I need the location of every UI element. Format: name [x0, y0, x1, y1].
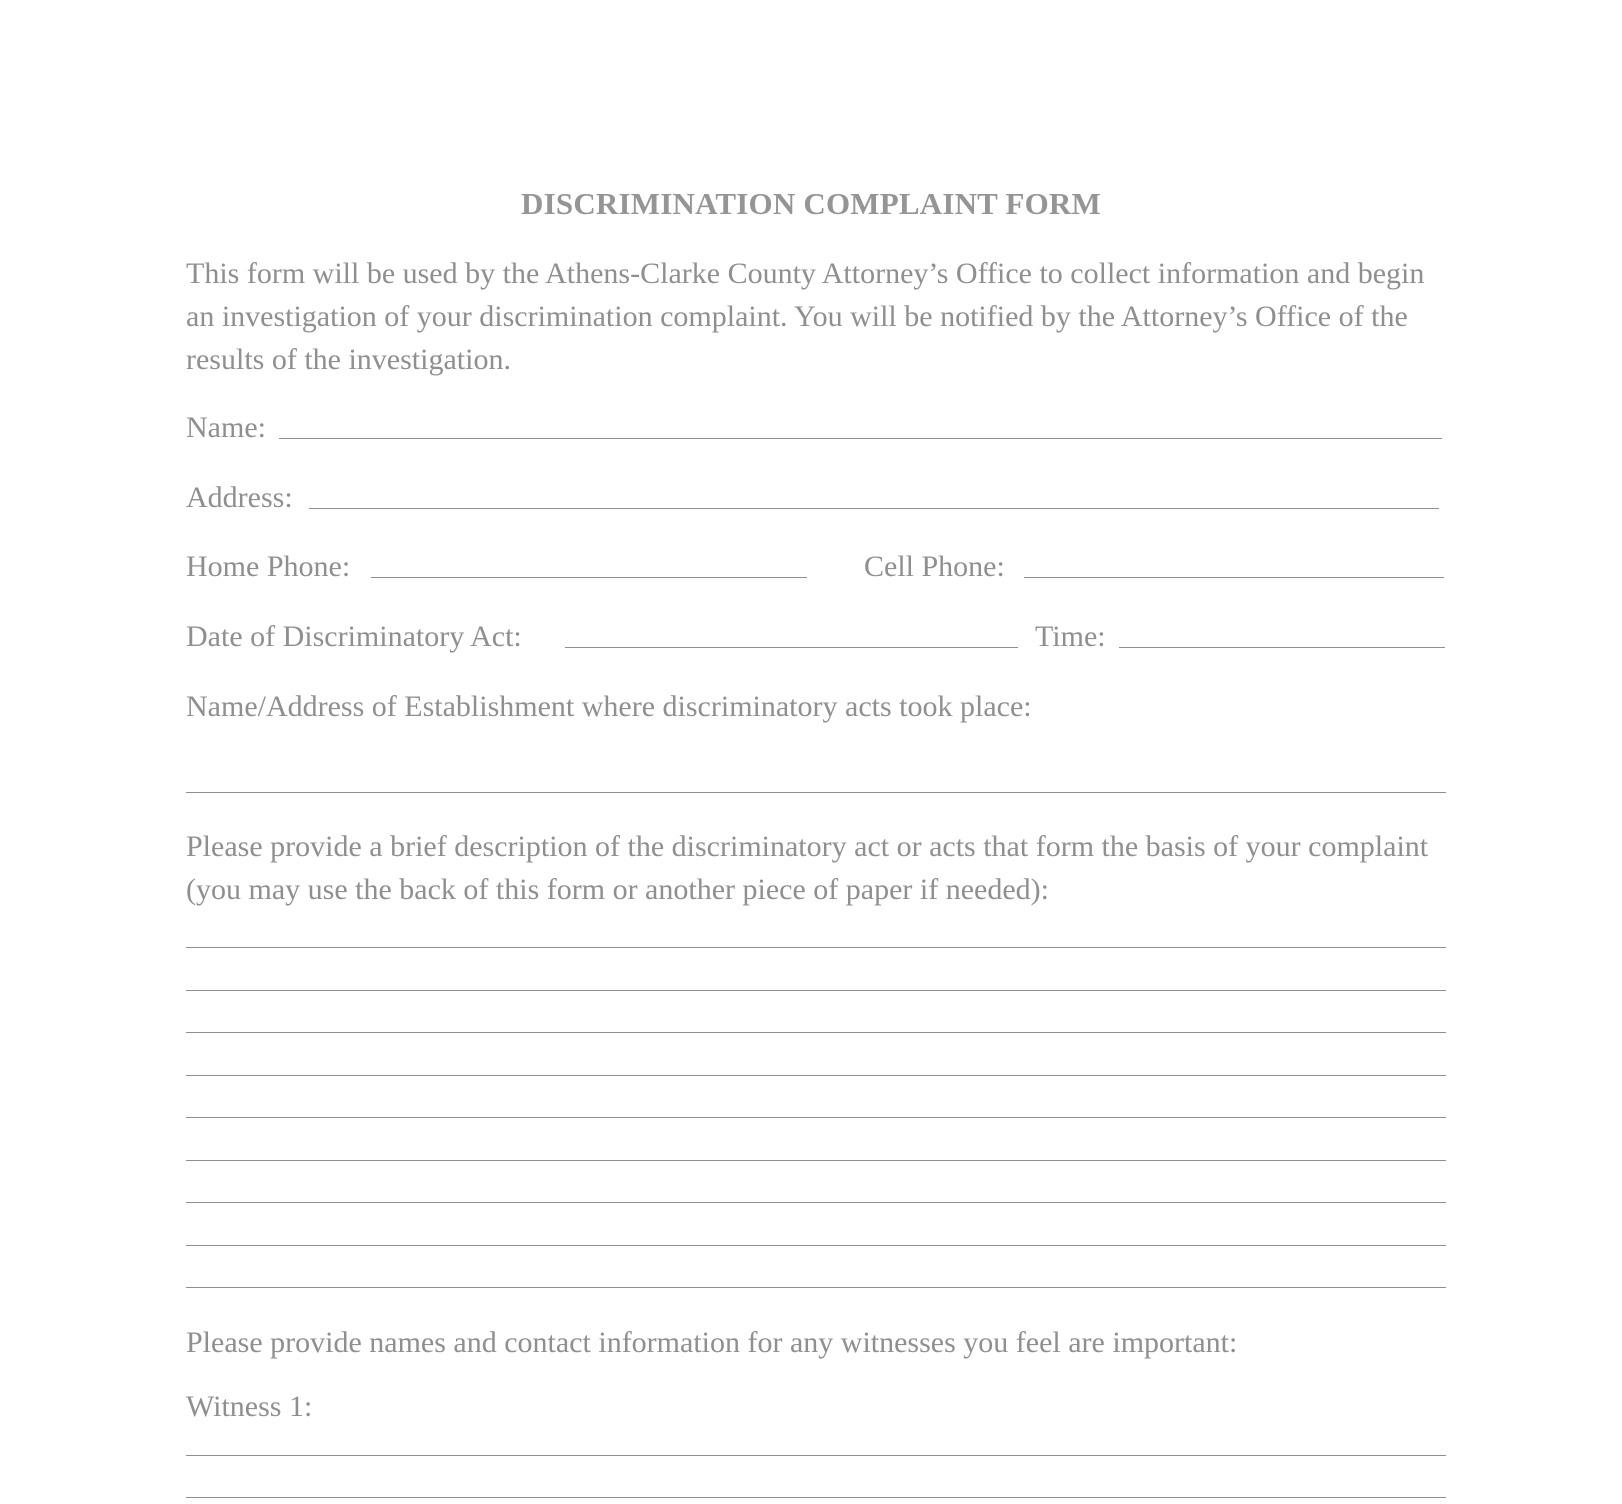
- witness1-label: Witness 1:: [186, 1390, 313, 1423]
- witness1-line[interactable]: [186, 1455, 1446, 1456]
- name-field[interactable]: [279, 438, 1442, 439]
- form-title: DISCRIMINATION COMPLAINT FORM: [521, 186, 1101, 221]
- description-line[interactable]: [186, 1287, 1446, 1288]
- description-line[interactable]: [186, 947, 1446, 948]
- name-row: [186, 408, 1446, 448]
- establishment-row: [186, 687, 1446, 727]
- description-line[interactable]: [186, 1245, 1446, 1246]
- cell-phone-field[interactable]: [1024, 577, 1444, 578]
- description-line[interactable]: [186, 1075, 1446, 1076]
- home-phone-field[interactable]: [371, 577, 807, 578]
- intro-paragraph: This form will be used by the Athens-Clarke County Attorney’s Office to collect information and begin an investigation of your discrimination complaint. You will be notified by the Attorney’s Office of the results of the investigation.: [186, 257, 1425, 376]
- cell-phone-label: Cell Phone:: [864, 550, 1005, 583]
- date-label: Date of Discriminatory Act:: [186, 620, 522, 653]
- phone-row: [186, 547, 1446, 587]
- address-row: [186, 478, 1446, 518]
- date-field[interactable]: [565, 647, 1018, 648]
- home-phone-label: Home Phone:: [186, 550, 351, 583]
- establishment-field[interactable]: [186, 792, 1446, 793]
- description-line[interactable]: [186, 990, 1446, 991]
- description-line[interactable]: [186, 1202, 1446, 1203]
- time-label: Time:: [1035, 620, 1106, 653]
- address-field[interactable]: [309, 508, 1439, 509]
- address-label: Address:: [186, 481, 293, 514]
- description-line[interactable]: [186, 1160, 1446, 1161]
- witness1-line[interactable]: [186, 1497, 1446, 1498]
- witness-prompt: Please provide names and contact information for any witnesses you feel are important:: [186, 1326, 1238, 1359]
- description-prompt: Please provide a brief description of the discriminatory act or acts that form the basis of your complaint (you may use the back of this form or another piece of paper if needed):: [186, 830, 1429, 906]
- description-line[interactable]: [186, 1032, 1446, 1033]
- date-time-row: [186, 617, 1446, 657]
- description-line[interactable]: [186, 1117, 1446, 1118]
- establishment-label: Name/Address of Establishment where discriminatory acts took place:: [186, 690, 1032, 723]
- time-field[interactable]: [1119, 647, 1445, 648]
- name-label: Name:: [186, 411, 266, 444]
- witness1-row: [186, 1387, 1446, 1427]
